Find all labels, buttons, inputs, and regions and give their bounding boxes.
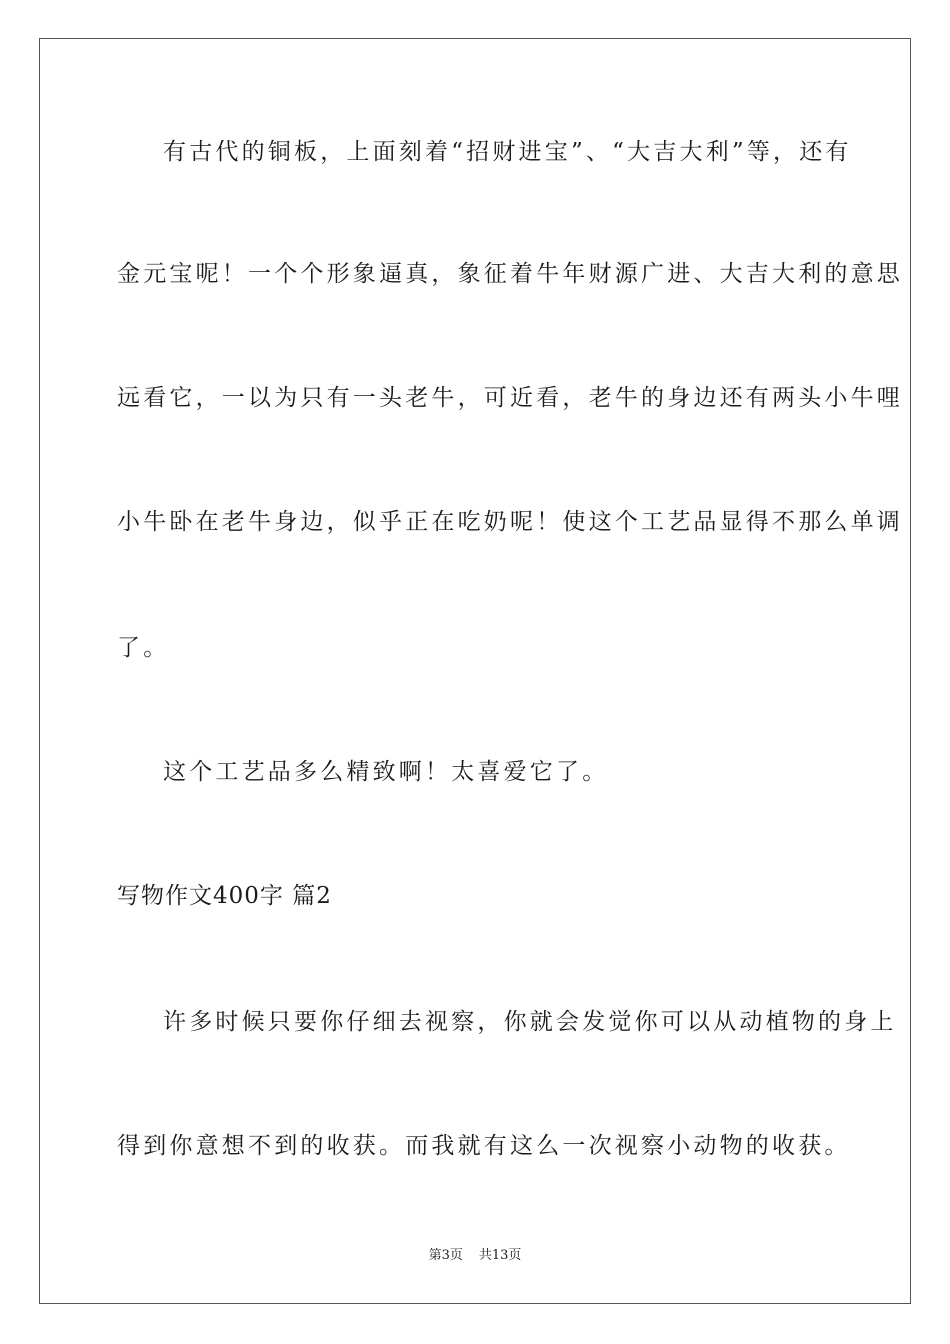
section-heading: 写物作文400字 篇2 — [117, 883, 332, 909]
paragraph-1-line-3: 远看它，一以为只有一头老牛，可近看，老牛的身边还有两头小牛哩 — [117, 385, 903, 411]
paragraph-1-line-1: 有古代的铜板，上面刻着“招财进宝”、“大吉大利”等，还有 — [163, 139, 852, 165]
paragraph-1-line-2: 金元宝呢！一个个形象逼真，象征着牛年财源广进、大吉大利的意思 — [117, 261, 903, 287]
page-total: 共13页 — [478, 1248, 522, 1263]
paragraph-2-line-1: 这个工艺品多么精致啊！太喜爱它了。 — [163, 759, 609, 785]
paragraph-1-line-5: 了。 — [117, 635, 170, 661]
page-footer — [0, 1247, 950, 1265]
paragraph-1-line-4: 小牛卧在老牛身边，似乎正在吃奶呢！使这个工艺品显得不那么单调 — [117, 509, 903, 535]
paragraph-3-line-1: 许多时候只要你仔细去视察，你就会发觉你可以从动植物的身上 — [163, 1009, 897, 1035]
page-number: 第3页 — [428, 1248, 463, 1263]
paragraph-3-line-2: 得到你意想不到的收获。而我就有这么一次视察小动物的收获。 — [117, 1133, 851, 1159]
page-border — [39, 38, 911, 1304]
